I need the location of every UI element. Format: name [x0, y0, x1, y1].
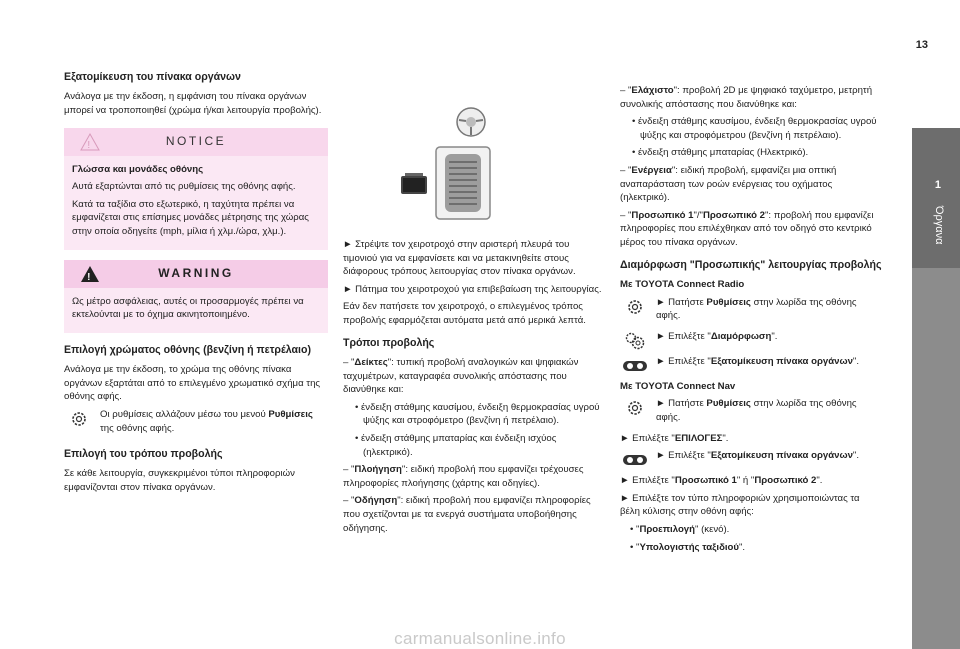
- section-heading: Διαμόρφωση "Προσωπικής" λειτουργίας προβολής: [620, 258, 882, 271]
- instruction-step: ► Επιλέξτε τον τύπο πληροφοριών χρησιμοποιώντας τα βέλη κύλισης στην οθόνη αφής:: [620, 492, 860, 518]
- warning-text: Ως μέτρο ασφάλειας, αυτές οι προσαρμογές πρέπει να εκτελούνται με το όχημα ακινητοποιημένο.: [72, 295, 304, 321]
- warning-body: [64, 288, 328, 333]
- customize-label: Εξατομίκευση πίνακα οργάνων: [710, 450, 853, 462]
- instruction-step: ► Πατήστε Ρυθμίσεις στην λωρίδα της οθόνης αφής.: [620, 397, 882, 428]
- instruction-step: ► Επιλέξτε "ΕΠΙΛΟΓΕΣ".: [620, 432, 729, 444]
- paragraph: Ανάλογα με την έκδοση, το χρώμα της οθόνης πίνακα οργάνων εξαρτάται από το επιλεγμένο χρωματικό σχήμα της οθόνης αφής.: [64, 364, 321, 403]
- warning-header: [64, 260, 328, 288]
- instrument-panel-icon: [620, 449, 650, 471]
- list-item: – "Προσωπικό 1"/"Προσωπικό 2": προβολή που εμφανίζει πληροφορίες που επιλέχθηκαν από τον οδηγό στο κεντρικό μέρος του πίνακα οργάνων.: [620, 209, 874, 249]
- paragraph: Ανάλογα με την έκδοση, η εμφάνιση του πίνακα οργάνων μπορεί να τροποποιηθεί (χρώμα ή/και λειτουργία προβολής).: [64, 91, 322, 116]
- list-item: – "Πλοήγηση": ειδική προβολή που εμφανίζει τρέχουσες πληροφορίες πλοήγησης (χάρτης και οδηγίες).: [343, 464, 584, 489]
- illustration: [343, 68, 605, 238]
- settings-label: Ρυθμίσεις: [706, 296, 751, 308]
- list-item: – "Οδήγηση": ειδική προβολή που εμφανίζει πληροφορίες που σχετίζονται με τα ενεργά συστήματα υποβοήθησης οδήγησης.: [343, 495, 591, 534]
- notice-title: NOTICE: [165, 134, 227, 148]
- warning-triangle-icon: [80, 264, 100, 284]
- warning-box: [64, 260, 328, 333]
- mode-name: Προσωπικό 1: [631, 209, 694, 221]
- notice-heading: Γλώσσα και μονάδες οθόνης: [72, 163, 204, 175]
- column-middle: [343, 70, 605, 539]
- settings-instruction: [64, 408, 328, 439]
- paragraph: Εάν δεν πατήσετε τον χειροτροχό, ο επιλεγμένος τρόπος προβολής εφαρμόζεται αυτόματα μετά από μερικά λεπτά.: [343, 301, 586, 327]
- column-right: [620, 84, 882, 558]
- section-heading: Εξατομίκευση του πίνακα οργάνων: [64, 71, 241, 83]
- instruction-step: ► Επιλέξτε "Εξατομίκευση πίνακα οργάνων".: [620, 449, 882, 471]
- list-item: – "Ελάχιστο": προβολή 2D με ψηφιακό ταχύμετρο, μετρητή συνολικής απόστασης που διανύθηκε και:: [620, 85, 873, 110]
- option-item: • "Προεπιλογή" (κενό).: [630, 524, 730, 536]
- text: Οι ρυθμίσεις αλλάζουν μέσω του μενού: [100, 408, 269, 420]
- double-gear-icon: [620, 330, 650, 352]
- gear-icon: [64, 408, 94, 430]
- settings-label: Ρυθμίσεις: [268, 408, 313, 420]
- watermark: carmanualsonline.info: [394, 629, 566, 648]
- mode-name: Πλοήγηση: [354, 464, 402, 476]
- section-heading: Τρόποι προβολής: [343, 336, 435, 349]
- configuration-label: Διαμόρφωση: [710, 330, 772, 342]
- mode-name: Δείκτες: [354, 356, 388, 368]
- mode-name: Προσωπικό 2: [754, 475, 817, 487]
- subheading-nav: Με TOYOTA Connect Nav: [620, 380, 736, 392]
- gear-icon: [620, 397, 650, 419]
- side-tab-label: Όργανα: [933, 206, 945, 245]
- notice-body: [64, 156, 328, 250]
- instruction-step: ► Επιλέξτε "Διαμόρφωση".: [620, 330, 882, 352]
- steering-wheel-icon: [455, 106, 487, 138]
- section-heading: Επιλογή του τρόπου προβολής: [64, 448, 223, 461]
- instruction-step: ► Επιλέξτε "Εξατομίκευση πίνακα οργάνων".: [620, 355, 882, 377]
- list-item: – "Δείκτες": τυπική προβολή αναλογικών και ψηφιακών ταχυμέτρων, καταγραφέα συνολικής απόστασης που διανύθηκε και:: [343, 356, 579, 396]
- bullet-item: • ένδειξη στάθμης μπαταρίας (Ηλεκτρικό).: [632, 147, 809, 159]
- subheading-radio: Με TOYOTA Connect Radio: [620, 279, 745, 290]
- mode-name: Προσωπικό 2: [702, 209, 765, 221]
- option-name: Υπολογιστής ταξιδιού: [639, 541, 739, 553]
- notice-text: Κατά τα ταξίδια στο εξωτερικό, η ταχύτητα πρέπει να εμφανίζεται στις επίσημες μονάδες μέτρησης της χώρας στην οποία οδηγείτε (mph, μίλια ή χλμ./ώρα, χλμ.).: [72, 198, 309, 237]
- text: της οθόνης αφής.: [100, 422, 175, 434]
- notice-header: [64, 128, 328, 156]
- mode-name: Ενέργεια: [631, 165, 672, 177]
- paragraph: ► Στρέψτε τον χειροτροχό στην αριστερή πλευρά του τιμονιού για να εμφανίσετε και να μετακινηθείτε στους διάφορους τρόπους λειτουργίας στον πίνακα οργάνων.: [343, 239, 576, 278]
- paragraph: ► Πάτημα του χειροτροχού για επιβεβαίωση της λειτουργίας.: [343, 283, 602, 295]
- warning-title: WARNING: [158, 266, 234, 281]
- gear-icon: [620, 296, 650, 318]
- side-tab-number: 1: [934, 179, 941, 191]
- customize-label: Εξατομίκευση πίνακα οργάνων: [710, 355, 853, 367]
- side-tab-active[interactable]: [912, 128, 960, 268]
- options-label: ΕΠΙΛΟΓΕΣ: [674, 432, 723, 444]
- mode-name: Ελάχιστο: [631, 85, 674, 96]
- svg-text:!: !: [87, 139, 93, 151]
- instrument-panel-icon: [620, 355, 650, 377]
- page-number: 13: [915, 39, 928, 51]
- option-item: • "Υπολογιστής ταξιδιού".: [630, 541, 746, 553]
- column-left: [64, 70, 328, 499]
- list-item: – "Ενέργεια": ειδική προβολή, εμφανίζει μια οπτική αναπαράσταση των ροών ενέργειας του οχήματος (ηλεκτρικό).: [620, 165, 837, 204]
- mode-name: Προσωπικό 1: [674, 475, 737, 487]
- instruction-step: ► Πατήστε Ρυθμίσεις στην λωρίδα της οθόνης αφής.: [620, 296, 882, 327]
- bullet-item: • ένδειξη στάθμης μπαταρίας και ένδειξη ισχύος (ηλεκτρικό).: [355, 433, 557, 458]
- notice-box: [64, 128, 328, 250]
- mode-name: Οδήγηση: [354, 495, 398, 507]
- svg-text:!: !: [87, 271, 93, 283]
- paragraph: Σε κάθε λειτουργία, συγκεκριμένοι τύποι πληροφοριών εμφανίζονται στον πίνακα οργάνων.: [64, 468, 295, 494]
- thumbwheel-icon: [435, 146, 491, 220]
- display-screen-icon: [399, 172, 429, 196]
- warning-triangle-icon: [80, 132, 100, 152]
- bullet-item: • ένδειξη στάθμης καυσίμου, ένδειξη θερμοκρασίας υγρού ψύξης και στροφόμετρου (βενζίνη ή πετρέλαιο).: [632, 116, 877, 141]
- notice-text: Αυτά εξαρτώνται από τις ρυθμίσεις της οθόνης αφής.: [72, 181, 296, 193]
- section-heading: Επιλογή χρώματος οθόνης (βενζίνη ή πετρέλαιο): [64, 343, 311, 356]
- instruction-step: ► Επιλέξτε "Προσωπικό 1" ή "Προσωπικό 2".: [620, 475, 823, 487]
- settings-label: Ρυθμίσεις: [706, 398, 751, 410]
- bullet-item: • ένδειξη στάθμης καυσίμου, ένδειξη θερμοκρασίας υγρού ψύξης και στροφόμετρο (βενζίνη ή πετρέλαιο).: [355, 401, 600, 427]
- option-name: Προεπιλογή: [639, 524, 695, 536]
